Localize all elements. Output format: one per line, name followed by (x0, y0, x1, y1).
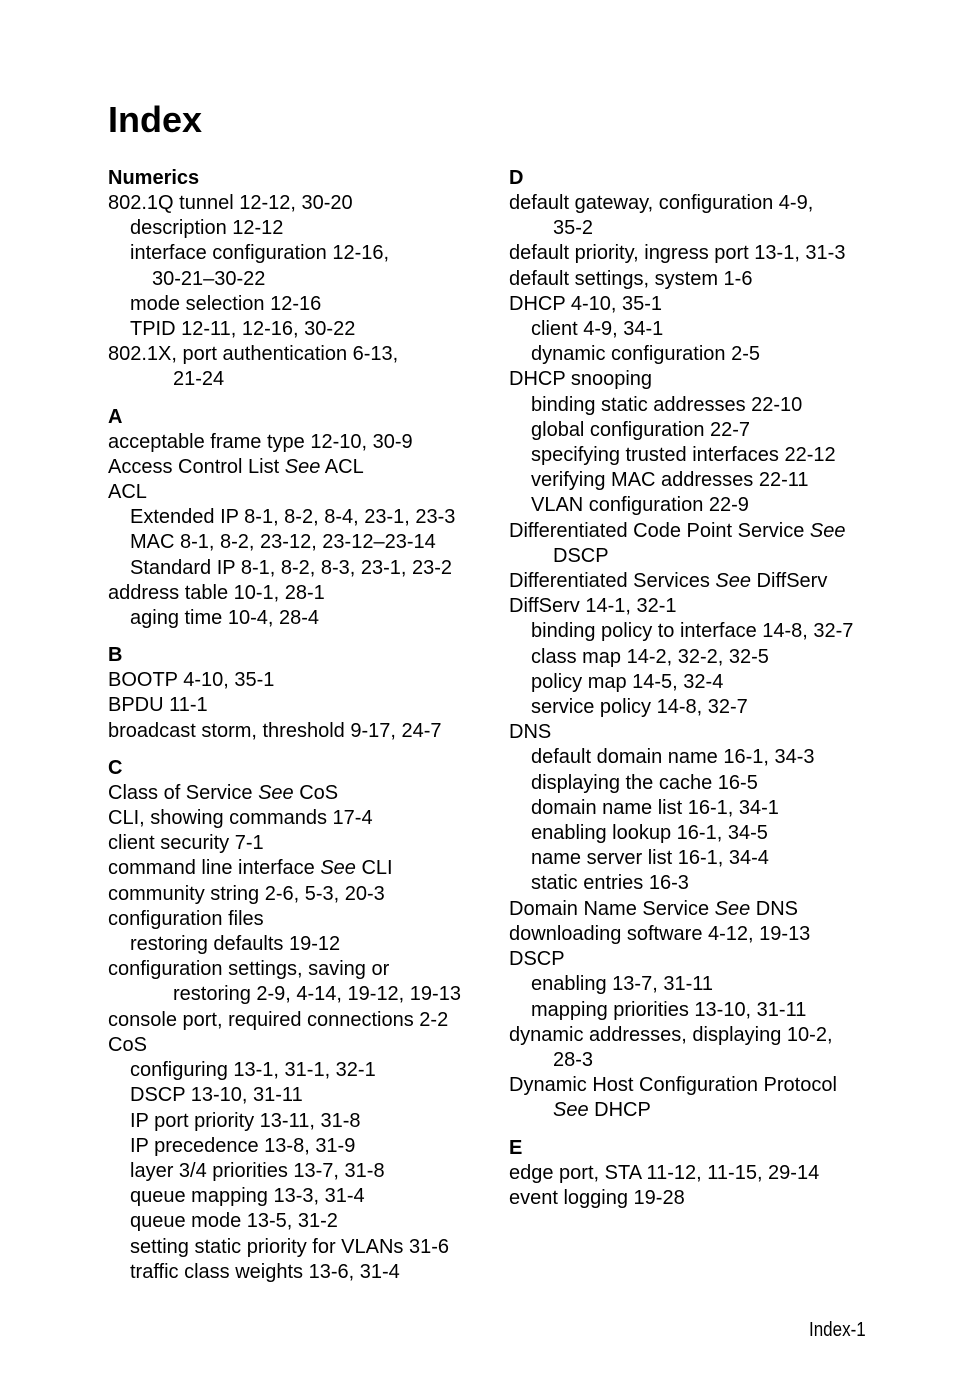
index-subentry (108, 1083, 488, 1108)
index-entry (108, 668, 488, 693)
index-subentry (509, 645, 889, 670)
index-entry (108, 1008, 488, 1033)
entry-text: configuration settings, saving or (108, 958, 390, 981)
entry-text: restoring defaults 19-12 (130, 933, 341, 956)
entry-text: 802.1X, port authentication 6-13, (108, 343, 399, 366)
entry-text: VLAN configuration 22-9 (531, 494, 749, 517)
see-target: DHCP (588, 1099, 651, 1122)
index-subentry (509, 418, 889, 443)
entry-text: mode selection 12-16 (130, 292, 322, 315)
entry-text: 21-24 (173, 368, 225, 391)
index-subentry (509, 972, 889, 997)
index-subentry (108, 317, 488, 342)
entry-text: class map 14-2, 32-2, 32-5 (531, 645, 769, 668)
entry-text: Access Control List (108, 455, 285, 478)
entry-text: Extended IP 8-1, 8-2, 8-4, 23-1, 23-3 (130, 506, 456, 529)
see-reference: See (714, 897, 751, 920)
entry-text: enabling lookup 16-1, 34-5 (531, 822, 768, 845)
index-letter-heading: E (509, 1136, 523, 1159)
entry-text: configuration files (108, 907, 264, 930)
entry-text: Differentiated Code Point Service (509, 519, 810, 542)
index-entry (509, 1161, 889, 1186)
index-subentry (509, 468, 889, 493)
entry-text: BPDU 11-1 (108, 694, 208, 717)
index-subentry (108, 1109, 488, 1134)
entry-text: 802.1Q tunnel 12-12, 30-20 (108, 192, 353, 214)
entry-text: enabling 13-7, 31-11 (531, 973, 713, 996)
entry-text: DHCP 4-10, 35-1 (509, 292, 663, 315)
entry-text: TPID 12-11, 12-16, 30-22 (130, 318, 356, 341)
index-subentry (509, 317, 889, 342)
entry-text: interface configuration 12-16, (130, 242, 390, 265)
index-subentry (509, 871, 889, 896)
entry-text: broadcast storm, threshold 9-17, 24-7 (108, 719, 442, 742)
index-entry (108, 480, 488, 505)
entry-text: DSCP 13-10, 31-11 (130, 1084, 303, 1107)
entry-text: DHCP snooping (509, 368, 653, 391)
index-entry (108, 1033, 488, 1058)
index-subentry (108, 216, 488, 241)
index-subentry (509, 771, 889, 796)
see-target: CLI (355, 857, 393, 880)
index-entry (108, 856, 488, 881)
index-letter-heading: A (108, 405, 123, 428)
see-reference: See (809, 519, 846, 542)
index-entry (108, 806, 488, 831)
index-entry (509, 922, 889, 947)
entry-text: BOOTP 4-10, 35-1 (108, 669, 275, 692)
index-entry (108, 907, 488, 932)
index-subentry (509, 821, 889, 846)
index-entry (509, 292, 889, 317)
index-subentry (509, 443, 889, 468)
entry-text: DNS (509, 721, 552, 744)
index-subentry (108, 556, 488, 581)
index-entry (509, 191, 889, 216)
index-entry (108, 581, 488, 606)
index-column-right (509, 166, 889, 1211)
index-entry (509, 519, 889, 544)
entry-text: client security 7-1 (108, 832, 264, 855)
entry-text: queue mapping 13-3, 31-4 (130, 1185, 365, 1208)
index-entry (108, 719, 488, 744)
page-title: Index (108, 99, 203, 140)
index-column-left (108, 166, 488, 1285)
index-entry (509, 267, 889, 292)
entry-text: verifying MAC addresses 22-11 (531, 469, 809, 492)
entry-text: 28-3 (553, 1048, 594, 1071)
entry-text: edge port, STA 11-12, 11-15, 29-14 (509, 1161, 820, 1184)
entry-text: community string 2-6, 5-3, 20-3 (108, 882, 385, 905)
index-subentry (108, 1134, 488, 1159)
entry-text: IP port priority 13-11, 31-8 (130, 1109, 361, 1132)
index-subentry (108, 505, 488, 530)
entry-text: traffic class weights 13-6, 31-4 (130, 1260, 400, 1283)
page-footer: Index-1 (809, 1319, 866, 1341)
index-subentry (509, 998, 889, 1023)
entry-text: default priority, ingress port 13-1, 31-3 (509, 242, 846, 265)
index-subentry (108, 1159, 488, 1184)
entry-text: event logging 19-28 (509, 1186, 685, 1209)
index-subentry (108, 530, 488, 555)
entry-text: client 4-9, 34-1 (531, 318, 664, 341)
entry-text: CoS (108, 1033, 147, 1056)
see-reference: See (258, 781, 294, 804)
index-entry (108, 191, 488, 216)
index-subentry (509, 544, 889, 569)
index-entry (108, 882, 488, 907)
index-entry (509, 1073, 889, 1098)
index-entry (509, 594, 889, 619)
index-subentry (509, 670, 889, 695)
index-entry (108, 430, 488, 455)
index-letter-heading: D (509, 167, 524, 189)
entry-text: command line interface (108, 857, 321, 880)
index-subentry (509, 493, 889, 518)
index-subentry (509, 745, 889, 770)
index-entry (108, 455, 488, 480)
entry-text: Differentiated Services (509, 570, 716, 593)
entry-text: default settings, system 1-6 (509, 267, 753, 290)
index-entry (509, 241, 889, 266)
entry-text: Class of Service (108, 781, 259, 804)
entry-text: address table 10-1, 28-1 (108, 581, 325, 604)
entry-text: layer 3/4 priorities 13-7, 31-8 (130, 1159, 385, 1182)
index-subentry (509, 342, 889, 367)
entry-text: dynamic configuration 2-5 (531, 343, 761, 366)
index-entry (509, 1186, 889, 1211)
index-entry (108, 693, 488, 718)
index-subentry (509, 393, 889, 418)
entry-text: DiffServ 14-1, 32-1 (509, 595, 677, 618)
entry-text: MAC 8-1, 8-2, 23-12, 23-12–23-14 (130, 531, 436, 554)
index-subentry (108, 932, 488, 957)
entry-text: binding static addresses 22-10 (531, 393, 803, 416)
index-subentry (108, 267, 488, 292)
index-entry (108, 831, 488, 856)
index-entry (108, 342, 488, 367)
entry-text: binding policy to interface 14-8, 32-7 (531, 620, 854, 643)
entry-text: CLI, showing commands 17-4 (108, 807, 373, 830)
index-letter-heading: Numerics (108, 167, 200, 189)
see-reference: See (284, 455, 321, 478)
index-entry (108, 957, 488, 982)
entry-text: 35-2 (553, 217, 594, 240)
index-subentry (509, 619, 889, 644)
index-subentry (108, 367, 488, 392)
index-entry (509, 897, 889, 922)
see-target: DNS (750, 897, 799, 920)
entry-text: ACL (108, 481, 147, 504)
see-target: CoS (293, 781, 339, 804)
index-subentry (509, 1048, 889, 1073)
entry-text: 30-21–30-22 (152, 267, 266, 290)
index-subentry (509, 796, 889, 821)
entry-text: description 12-12 (130, 217, 284, 240)
entry-text: console port, required connections 2-2 (108, 1008, 449, 1031)
entry-text: acceptable frame type 12-10, 30-9 (108, 430, 413, 453)
entry-text: displaying the cache 16-5 (531, 771, 758, 794)
index-entry (509, 720, 889, 745)
index-entry (509, 367, 889, 392)
index-letter-heading: C (108, 756, 123, 779)
index-entry (108, 781, 488, 806)
index-subentry (509, 1098, 889, 1123)
index-subentry (509, 216, 889, 241)
entry-text: specifying trusted interfaces 22-12 (531, 444, 836, 467)
index-subentry (108, 292, 488, 317)
entry-text: mapping priorities 13-10, 31-11 (531, 998, 807, 1021)
entry-text: queue mode 13-5, 31-2 (130, 1210, 338, 1233)
entry-text: IP precedence 13-8, 31-9 (130, 1134, 356, 1157)
entry-text: DSCP (509, 948, 565, 971)
entry-text: restoring 2-9, 4-14, 19-12, 19-13 (173, 983, 461, 1006)
entry-text: dynamic addresses, displaying 10-2, (509, 1023, 833, 1046)
entry-text: policy map 14-5, 32-4 (531, 670, 724, 693)
index-entry (509, 569, 889, 594)
see-reference: See (320, 857, 356, 880)
entry-text: setting static priority for VLANs 31-6 (130, 1235, 450, 1258)
index-entry (509, 1023, 889, 1048)
entry-text: Domain Name Service (509, 897, 715, 920)
index-subentry (108, 1184, 488, 1209)
index-subentry (108, 241, 488, 266)
entry-text: aging time 10-4, 28-4 (130, 607, 320, 630)
entry-text: service policy 14-8, 32-7 (531, 696, 748, 719)
entry-text: Dynamic Host Configuration Protocol (509, 1074, 837, 1097)
index-subentry (509, 846, 889, 871)
index-entry (509, 947, 889, 972)
index-subentry (108, 1058, 488, 1083)
index-subentry (108, 1235, 488, 1260)
index-subentry (108, 1209, 488, 1234)
entry-text: default domain name 16-1, 34-3 (531, 746, 815, 769)
entry-text: domain name list 16-1, 34-1 (531, 796, 779, 819)
entry-text: name server list 16-1, 34-4 (531, 847, 769, 870)
index-subentry (108, 982, 488, 1007)
index-subentry (108, 606, 488, 631)
see-reference: See (715, 570, 751, 593)
index-letter-heading: B (108, 644, 123, 667)
see-reference: See (553, 1099, 589, 1122)
entry-text: DSCP (553, 544, 609, 567)
see-target: ACL (320, 455, 364, 478)
index-subentry (108, 1260, 488, 1285)
entry-text: configuring 13-1, 31-1, 32-1 (130, 1059, 376, 1082)
entry-text: Standard IP 8-1, 8-2, 8-3, 23-1, 23-2 (130, 556, 453, 579)
entry-text: global configuration 22-7 (531, 418, 751, 441)
index-subentry (509, 695, 889, 720)
entry-text: downloading software 4-12, 19-13 (509, 922, 811, 945)
see-target: DiffServ (751, 570, 828, 593)
entry-text: default gateway, configuration 4-9, (509, 192, 814, 214)
entry-text: static entries 16-3 (531, 872, 689, 895)
